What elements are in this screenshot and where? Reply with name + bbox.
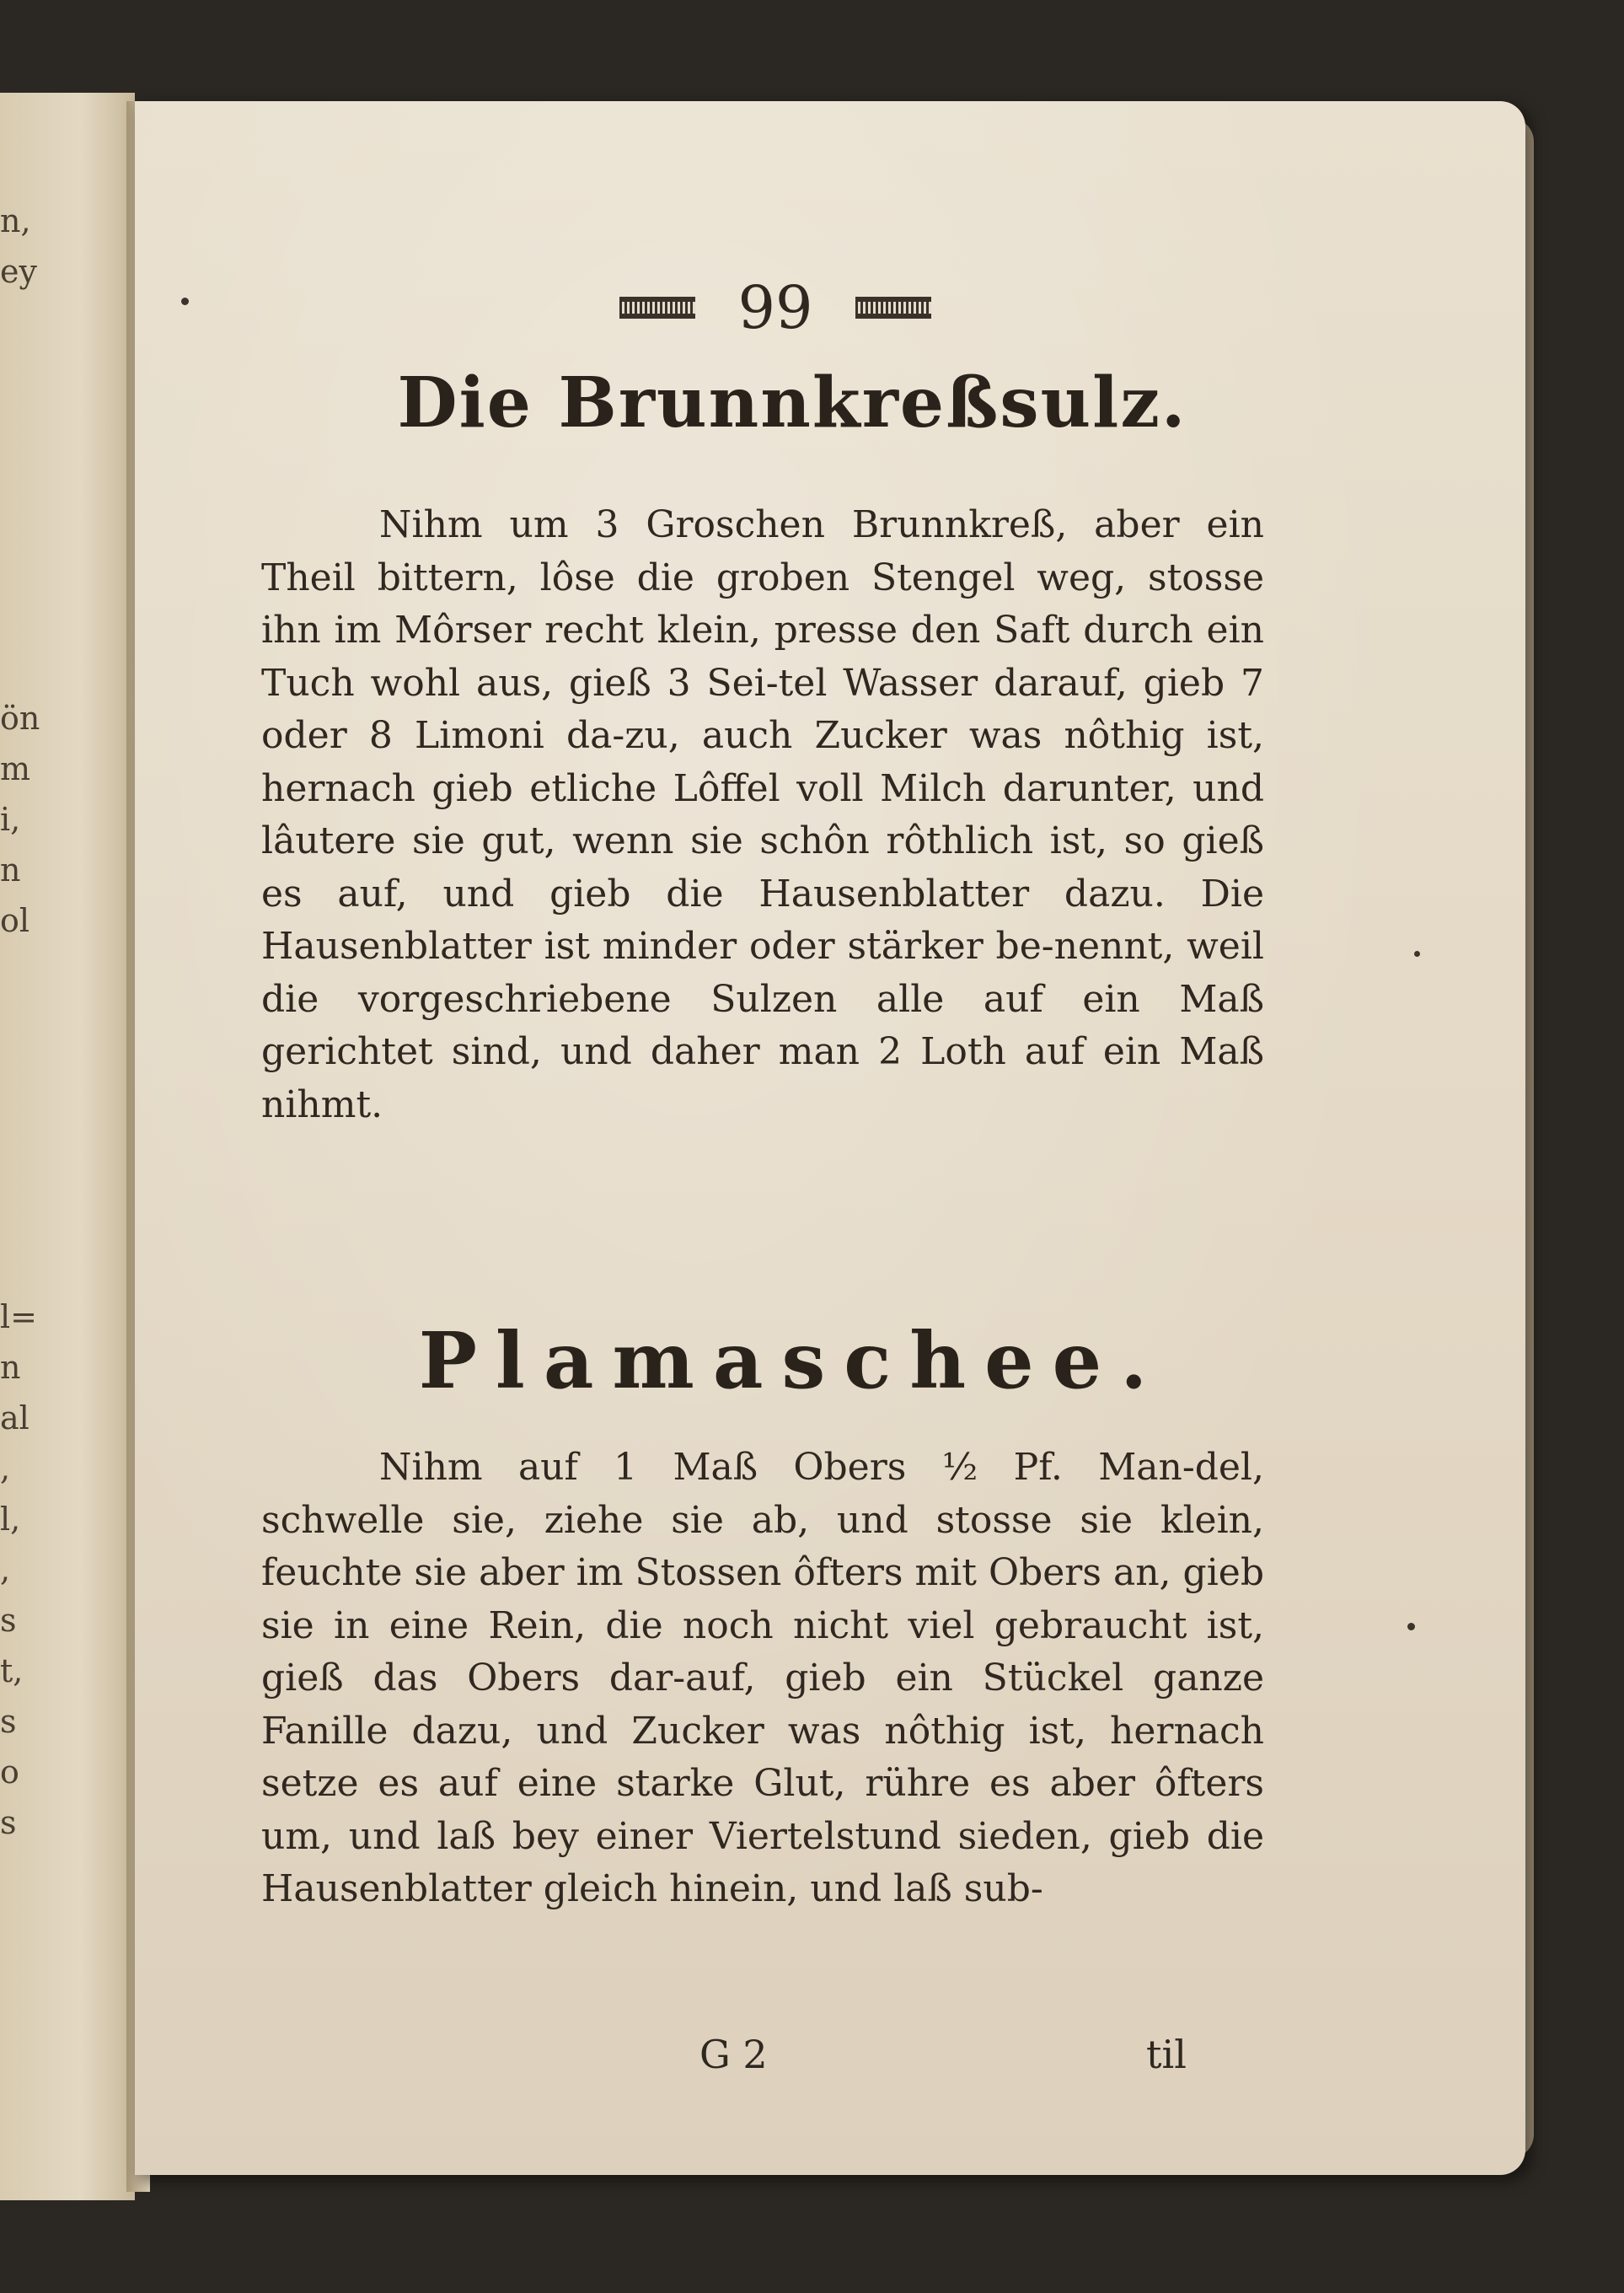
- previous-page-fragment: l=: [0, 1298, 37, 1335]
- previous-page-fragment: n: [0, 851, 21, 889]
- previous-page-fragment: n: [0, 1349, 21, 1386]
- header-ornament-left: [619, 297, 695, 319]
- recipe-text: Nihm auf 1 Maß Obers ½ Pf. Man‑del, schwelle sie, ziehe sie ab, und stosse sie klein, feuchte sie aber im Stossen ôfters mit Obers an, gieb sie in eine Rein, die noch nicht viel gebraucht ist, gieß das Obers dar‑auf, gieb ein Stückel ganze Fanille dazu, und Zucker was nôthig ist, hernach setze es auf eine starke Glut, rühre es aber ôfters um, und laß bey einer Viertelstund sieden, gieb die Hausenblatter gleich hinein, und laß sub‑: [261, 1446, 1264, 1910]
- recipe-text: Nihm um 3 Groschen Brunnkreß, aber ein Theil bittern, lôse die groben Stengel weg, stosse ihn im Môrser recht klein, presse den Saft durch ein Tuch wohl aus, gieß 3 Sei‑tel Wasser darauf, gieb 7 oder 8 Limoni da‑zu, auch Zucker was nôthig ist, hernach gieb etliche Lôffel voll Milch darunter, und lâutere sie gut, wenn sie schôn rôthlich ist, so gieß es auf, und gieb die Hausenblatter dazu. Die Hausenblatter ist minder oder stärker be‑nennt, weil die vorgeschriebene Sulzen alle auf ein Maß gerichtet sind, und daher man 2 Loth auf ein Maß nihmt.: [261, 503, 1264, 1126]
- header-ornament-right: [855, 297, 931, 319]
- page-number: 99: [737, 273, 813, 342]
- previous-page-fragment: s: [0, 1703, 17, 1740]
- signature-mark: G 2: [699, 2032, 768, 2077]
- paper-speck: [1414, 951, 1420, 957]
- recipe-title: Die Brunnkreßsulz.: [397, 362, 1187, 443]
- paper-speck: [181, 298, 189, 305]
- previous-page-fragment: ön: [0, 700, 40, 737]
- previous-page-fragment: ey: [0, 253, 37, 290]
- previous-page-fragment: s: [0, 1804, 17, 1841]
- previous-page-fragment: al: [0, 1399, 29, 1436]
- catchword: til: [1146, 2032, 1187, 2077]
- previous-page-edge: [0, 93, 135, 2200]
- paper-speck: [1407, 1623, 1415, 1630]
- previous-page-fragment: m: [0, 750, 31, 787]
- previous-page-fragment: i,: [0, 801, 21, 838]
- previous-page-fragment: ol: [0, 902, 30, 939]
- previous-page-fragment: t,: [0, 1652, 24, 1689]
- previous-page-fragment: s: [0, 1602, 17, 1639]
- previous-page-fragment: ,: [0, 1450, 11, 1487]
- recipe-title: Plamaschee.: [418, 1315, 1166, 1406]
- page-header: [556, 261, 994, 354]
- previous-page-fragment: ,: [0, 1551, 11, 1588]
- previous-page-fragment: l,: [0, 1501, 21, 1538]
- previous-page-fragment: n,: [0, 202, 31, 239]
- previous-page-fragment: o: [0, 1753, 19, 1791]
